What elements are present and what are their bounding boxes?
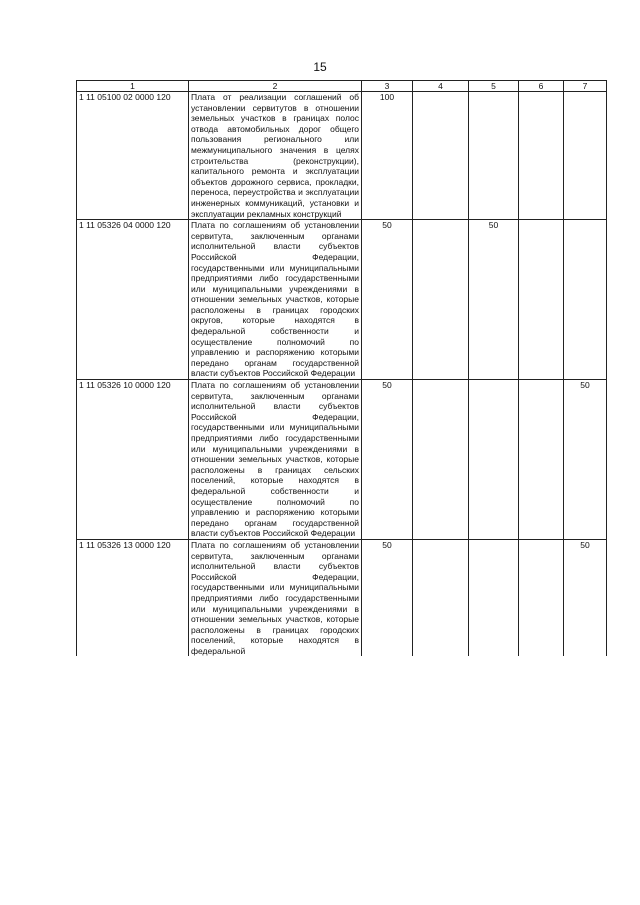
value-col3: 50 [362, 380, 413, 540]
value-col5 [469, 380, 519, 540]
page-number: 15 [313, 60, 327, 74]
column-header: 3 [362, 81, 413, 92]
value-col7: 50 [564, 380, 607, 540]
budget-code: 1 11 05100 02 0000 120 [77, 92, 189, 220]
table-row [77, 92, 607, 220]
value-col4 [413, 92, 469, 220]
value-col5 [469, 92, 519, 220]
column-header: 7 [564, 81, 607, 92]
column-header: 1 [77, 81, 189, 92]
revenue-table [76, 80, 607, 656]
revenue-description: Плата по соглашениям об установлении сервитута, заключенным органами исполнительной власти субъектов Российской Федерации, государственными или муниципальными предприятиями либо государственными или муниципальными учреждениями в отношении земельных участков, которые расположены в границах сельских поселений, которые находятся в федеральной собственности и осуществление полномочий по управлению и распоряжению которыми передано органам государственной власти субъектов Российской Федерации [189, 380, 362, 540]
budget-code: 1 11 05326 04 0000 120 [77, 220, 189, 380]
value-col5 [469, 539, 519, 656]
table-row [77, 539, 607, 656]
value-col6 [519, 539, 564, 656]
value-col4 [413, 539, 469, 656]
value-col3: 50 [362, 539, 413, 656]
budget-code: 1 11 05326 10 0000 120 [77, 380, 189, 540]
table-row [77, 380, 607, 540]
value-col3: 50 [362, 220, 413, 380]
value-col5: 50 [469, 220, 519, 380]
table-header-row [77, 81, 607, 92]
column-header: 5 [469, 81, 519, 92]
value-col7 [564, 220, 607, 380]
revenue-description [189, 539, 362, 656]
value-col6 [519, 92, 564, 220]
column-header: 2 [189, 81, 362, 92]
budget-code: 1 11 05326 13 0000 120 [77, 539, 189, 656]
table-row [77, 220, 607, 380]
value-col7: 50 [564, 539, 607, 656]
value-col7 [564, 92, 607, 220]
value-col4 [413, 380, 469, 540]
column-header: 4 [413, 81, 469, 92]
revenue-description: Плата от реализации соглашений об установлении сервитутов в отношении земельных участков в границах полос отвода автомобильных дорог общего пользования регионального или межмуниципального значения в целях строительства (реконструкции), капитального ремонта и эксплуатации объектов дорожного сервиса, прокладки, переноса, переустройства и эксплуатации инженерных коммуникаций, установки и эксплуатации рекламных конструкций [189, 92, 362, 220]
value-col3: 100 [362, 92, 413, 220]
revenue-description: Плата по соглашениям об установлении сервитута, заключенным органами исполнительной власти субъектов Российской Федерации, государственными или муниципальными предприятиями либо государственными или муниципальными учреждениями в отношении земельных участков, которые расположены в границах городских округов, которые находятся в федеральной собственности и осуществление полномочий по управлению и распоряжению которыми передано органам государственной власти субъектов Российской Федерации [189, 220, 362, 380]
value-col6 [519, 380, 564, 540]
revenue-description-text: Плата по соглашениям об установлении сервитута, заключенным органами исполнительной власти субъектов Российской Федерации, государственными или муниципальными предприятиями либо государственными или муниципальными учреждениями в отношении земельных участков, которые расположены в границах городских поселений, которые находятся в федеральной [191, 539, 359, 656]
value-col4 [413, 220, 469, 380]
column-header: 6 [519, 81, 564, 92]
value-col6 [519, 220, 564, 380]
